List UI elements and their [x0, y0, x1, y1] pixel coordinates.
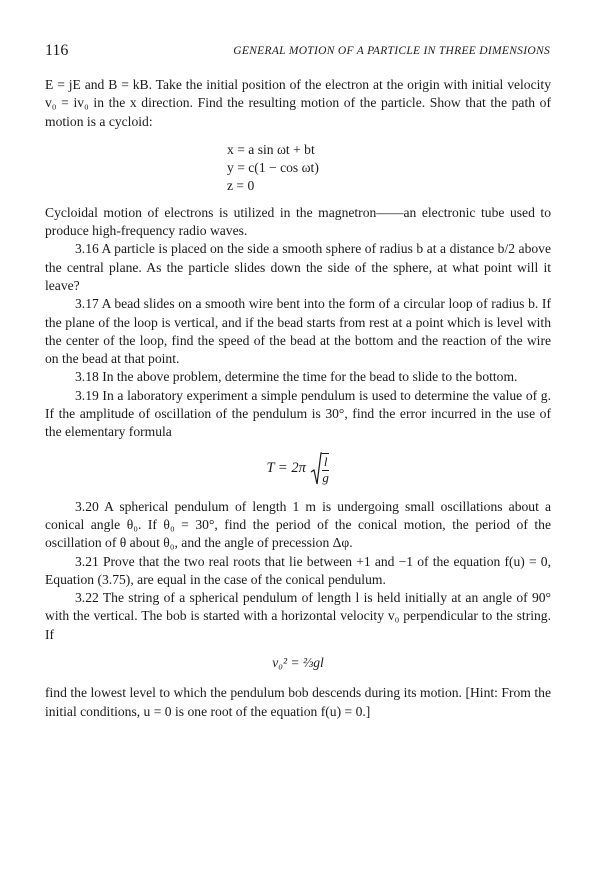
equation-y: y = c(1 − cos ωt)	[227, 160, 319, 176]
equation-z: z = 0	[227, 178, 255, 194]
problem-3-18: 3.18 In the above problem, determine the time for the bead to slide to the bottom.	[75, 369, 518, 385]
page-body	[45, 76, 551, 721]
problem-3-17: 3.17 A bead slides on a smooth wire bent into the form of a circular loop of radius b. If the plane of the loop is vertical, and if the bead starts from rest at a point which is level with the center of the loop, find the speed of the bead at the bottom and the reaction of the wire on the bead at that point.	[45, 296, 551, 367]
initial-velocity-equation	[45, 654, 551, 672]
fraction-numerator: l	[323, 454, 328, 469]
problem-3-16: 3.16 A particle is placed on the side a smooth sphere of radius b at a distance b/2 above the central plane. As the particle slides down the side of the sphere, at what point will it leave?	[45, 241, 551, 293]
formula-lhs: T = 2π	[266, 460, 306, 477]
square-root	[310, 452, 330, 486]
radical-sign-icon	[310, 452, 322, 486]
problem-3-20: 3.20 A spherical pendulum of length 1 m is undergoing small oscillations about a conical angle θ₀. If θ₀ = 30°, find the period of the conical motion, the period of the oscillation of θ about θ₀, and the angle of precession Δφ.	[45, 498, 551, 551]
intro-paragraph: E = jE and B = kB. Take the initial position of the electron at the origin with initial velocity v₀ = iv₀ in the x direction. Find the resulting motion of the particle. Show that the path of motion is a cycloid:	[45, 77, 551, 129]
fraction-denominator: g	[322, 469, 329, 485]
magnetron-paragraph: Cycloidal motion of electrons is utilized in the magnetron——an electronic tube used to produce high-frequency radio waves.	[45, 204, 551, 239]
page-header	[45, 42, 550, 62]
equation-v0: v₀² = ⅔gl	[272, 655, 324, 671]
problem-3-21: 3.21 Prove that the two real roots that lie between +1 and −1 of the equation f(u) = 0, Equation (3.75), are equal in the case of the conical pendulum.	[45, 553, 551, 587]
cycloid-equations	[45, 141, 551, 196]
pendulum-formula	[45, 452, 551, 486]
running-head: GENERAL MOTION OF A PARTICLE IN THREE DIMENSIONS	[233, 45, 550, 57]
page-number: 116	[45, 42, 69, 59]
problem-3-22-end: find the lowest level to which the pendulum bob descends during its motion. [Hint: From the initial conditions, u = 0 is one root of the equation f(u) = 0.]	[45, 685, 551, 719]
problem-3-22: 3.22 The string of a spherical pendulum of length l is held initially at an angle of 90° with the vertical. The bob is started with a horizontal velocity v₀ perpendicular to the string. If	[45, 590, 551, 642]
equation-x: x = a sin ωt + bt	[227, 141, 315, 157]
problem-3-19: 3.19 In a laboratory experiment a simple pendulum is used to determine the value of g. If the amplitude of oscillation of the pendulum is 30°, find the error incurred in the use of the elementary formula	[45, 387, 551, 440]
fraction	[322, 453, 330, 484]
